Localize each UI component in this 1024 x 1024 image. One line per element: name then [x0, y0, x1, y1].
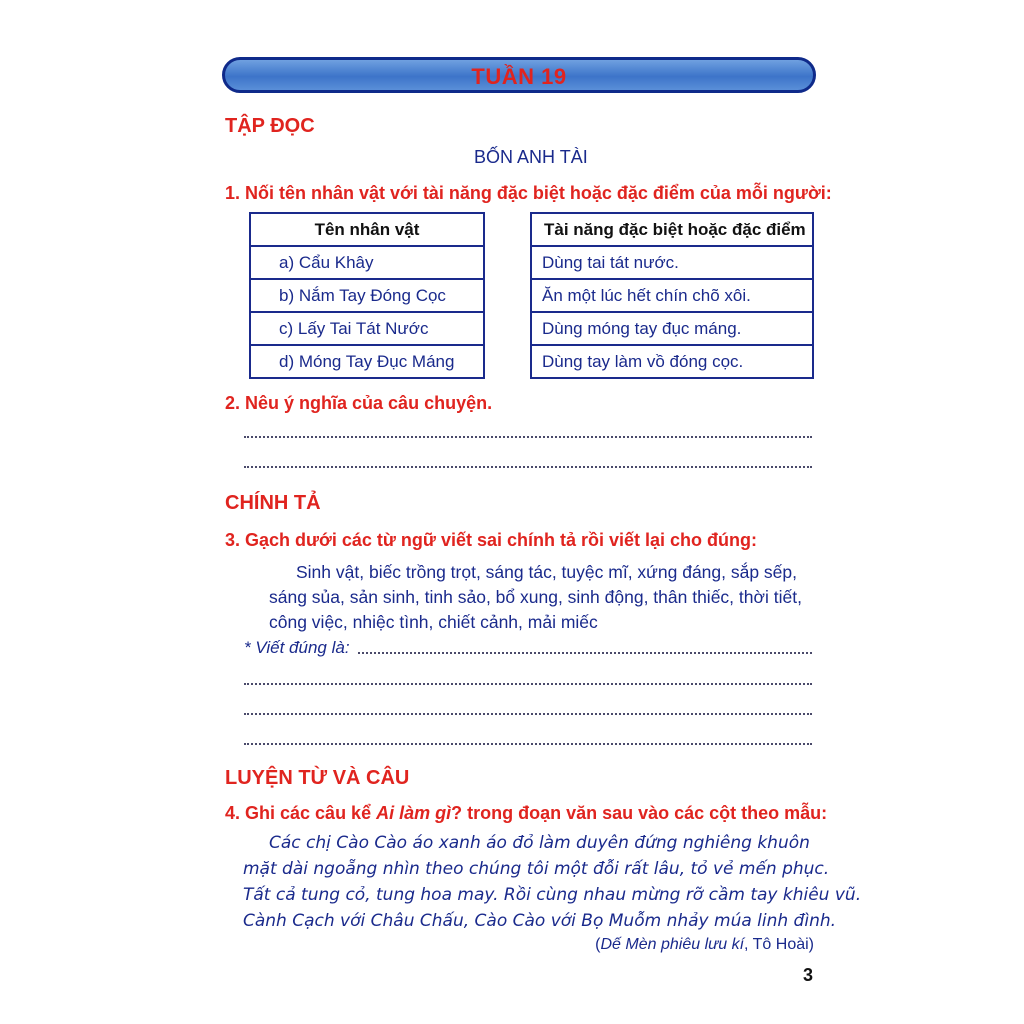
names-table [249, 212, 485, 379]
answer-line[interactable] [244, 743, 812, 745]
answer-line[interactable] [244, 713, 812, 715]
question-3: 3. Gạch dưới các từ ngữ viết sai chính tả rồi viết lại cho đúng: [225, 530, 758, 550]
answer-line[interactable] [358, 652, 812, 654]
name-cell: a) Cẩu Khây [250, 246, 484, 279]
source-citation [595, 936, 814, 954]
source-title: Dế Mèn phiêu lưu kí [600, 936, 745, 953]
answer-label: * Viết đúng là: [244, 638, 350, 657]
q4-prefix: 4. Ghi các câu kể [225, 803, 377, 823]
talent-cell: Ăn một lúc hết chín chõ xôi. [531, 279, 813, 312]
reading-heading: TẬP ĐỌC [225, 115, 315, 137]
name-cell: c) Lấy Tai Tát Nước [250, 312, 484, 345]
passage-line: Cành Cạch với Châu Chấu, Cào Cào với Bọ Muỗm nhảy múa linh đình. [243, 911, 837, 931]
week-banner [222, 57, 816, 93]
vocab-heading: LUYỆN TỪ VÀ CÂU [225, 767, 410, 789]
passage-line: Các chị Cào Cào áo xanh áo đỏ làm duyên đứng nghiêng khuôn [269, 833, 810, 853]
name-cell: d) Móng Tay Đục Máng [250, 345, 484, 378]
talents-header: Tài năng đặc biệt hoặc đặc điểm [531, 213, 813, 246]
page-number: 3 [803, 965, 814, 985]
word-line: công việc, nhiệc tình, chiết cảnh, mải miếc [269, 612, 598, 632]
passage-line: Tất cả tung cỏ, tung hoa may. Rồi cùng nhau mừng rỡ cầm tay khiêu vũ. [243, 885, 862, 905]
source-open: ( [595, 936, 601, 953]
talents-table [530, 212, 814, 379]
talent-cell: Dùng tai tát nước. [531, 246, 813, 279]
word-line: Sinh vật, biếc trồng trọt, sáng tác, tuyệc mĩ, xứng đáng, sắp sếp, [296, 562, 798, 582]
story-title: BỐN ANH TÀI [474, 147, 588, 167]
question-1: 1. Nối tên nhân vật với tài năng đặc biệt hoặc đặc điểm của mỗi người: [225, 183, 832, 203]
q4-emphasis: Ai làm gì [376, 803, 452, 823]
answer-line[interactable] [244, 436, 812, 438]
talent-cell: Dùng móng tay đục máng. [531, 312, 813, 345]
word-line: sáng sủa, sản sinh, tinh sảo, bổ xung, sinh động, thân thiếc, thời tiết, [269, 587, 802, 607]
question-2: 2. Nêu ý nghĩa của câu chuyện. [225, 393, 493, 413]
name-cell: b) Nắm Tay Đóng Cọc [250, 279, 484, 312]
q4-suffix: ? trong đoạn văn sau vào các cột theo mẫu: [451, 803, 828, 823]
names-header: Tên nhân vật [250, 213, 484, 246]
answer-line[interactable] [244, 466, 812, 468]
talent-cell: Dùng tay làm vồ đóng cọc. [531, 345, 813, 378]
question-4 [225, 803, 827, 824]
source-author: , Tô Hoài) [744, 936, 814, 953]
answer-line[interactable] [244, 683, 812, 685]
passage-line: mặt dài ngoẵng nhìn theo chúng tôi một đỗi rất lâu, tỏ vẻ mến phục. [243, 859, 830, 879]
spelling-heading: CHÍNH TẢ [225, 492, 321, 514]
week-title: TUẦN 19 [471, 64, 567, 89]
